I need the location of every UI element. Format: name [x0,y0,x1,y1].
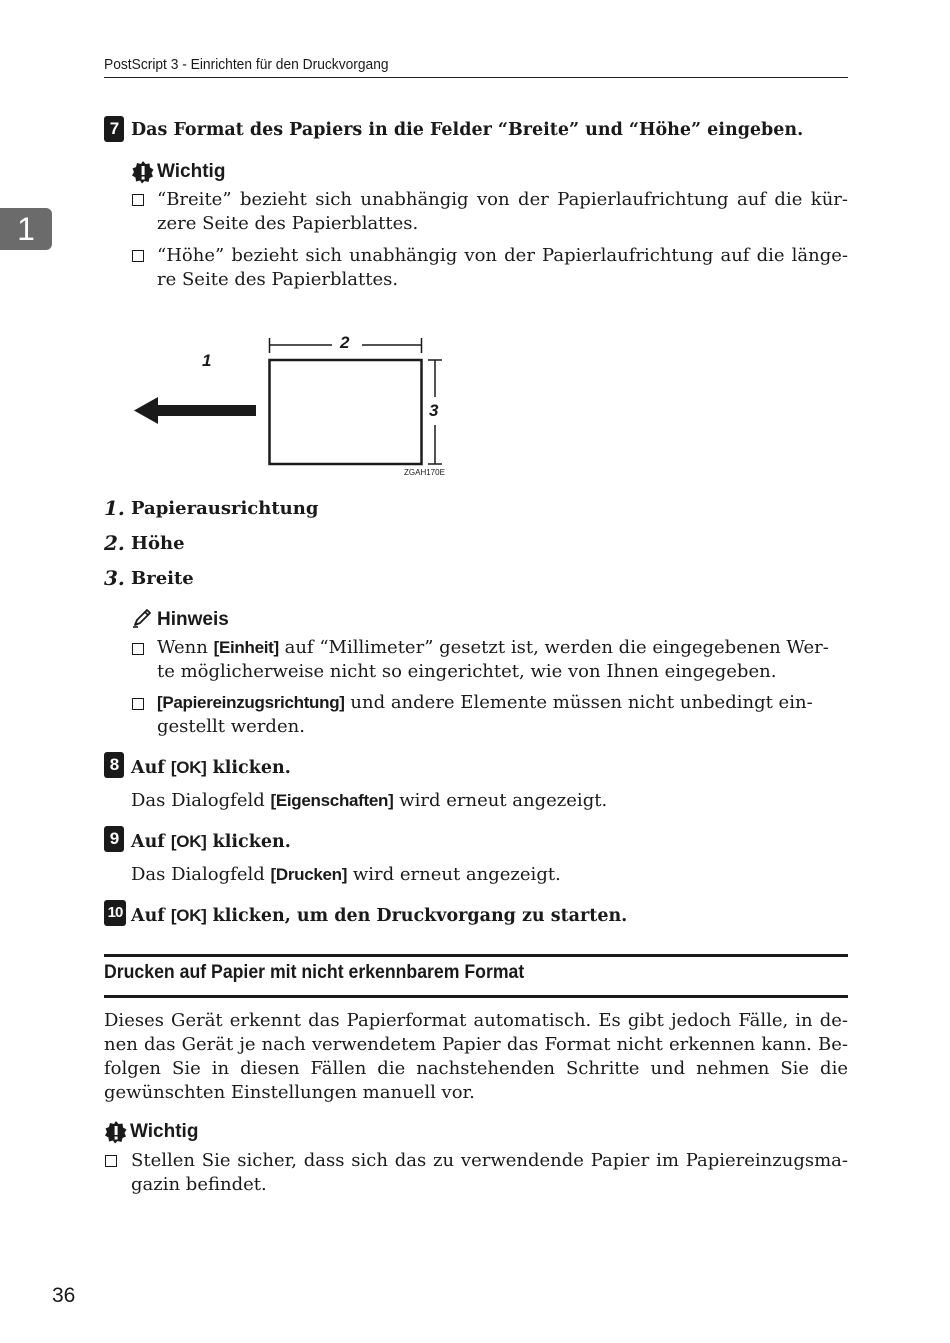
print-dialog-ref: [Drucken] [270,865,348,884]
step-7-title: Das Format des Papiers in die Felder “Breite” und “Höhe” eingeben. [131,120,804,140]
header-rule [104,77,848,78]
section-paragraph-line-2: nen das Gerät je nach verwendetem Papier das Format nicht erkennen kann. Be- [104,1034,848,1055]
note-item-1-post: auf “Millimeter” gesetzt ist, werden die eingegebenen Wer- [278,637,829,658]
step-9-desc-post: wird erneut angezeigt. [347,864,561,885]
important-2-item-line-2: gazin befindet. [131,1174,267,1195]
legend-number: 3. [104,566,125,590]
paper-feed-direction-ref: [Papiereinzugsrichtung] [157,693,345,712]
section-title: Drucken auf Papier mit nicht erkennbarem Format [104,962,525,983]
step-9-post: klicken. [206,832,291,852]
step-8-desc-pre: Das Dialogfeld [131,790,271,811]
step-10-title [131,906,627,926]
step-8-post: klicken. [206,758,291,778]
figure-callout-3: 3 [429,401,439,420]
step-8-desc-post: wird erneut angezeigt. [393,790,608,811]
step-8-badge: 8 [104,752,124,778]
step-8-description [131,789,607,813]
legend-number: 1. [104,496,125,520]
important-item-1-line-1: “Breite” bezieht sich unabhängig von der Papierlaufrichtung auf die kür- [157,189,848,210]
section-paragraph-line-3: folgen Sie in diesen Fällen die nachstehenden Schritte und nehmen Sie die [104,1058,848,1079]
legend-label: Höhe [131,533,185,554]
important-item-1-line-2: zere Seite des Papierblattes. [157,213,419,234]
section-paragraph-line-1: Dieses Gerät erkennt das Papierformat automatisch. Es gibt jedoch Fälle, in de- [104,1010,848,1031]
checkbox-icon [105,1155,117,1167]
important-icon [104,1120,128,1144]
step-8-pre: Auf [131,758,171,778]
step-9-pre: Auf [131,832,171,852]
unit-setting-ref: [Einheit] [213,638,279,657]
figure-callout-2: 2 [340,333,350,352]
paper-orientation-figure [120,325,460,485]
step-7-badge: 7 [104,116,124,142]
note-item-1-line-2: te möglicherweise nicht so eingerichtet, wie von Ihnen eingegeben. [157,661,777,682]
step-10-pre: Auf [131,906,171,926]
running-head: PostScript 3 - Einrichten für den Druckvorgang [104,56,389,73]
important-heading: Wichtig [157,161,226,182]
step-8-title [131,758,291,778]
ok-button-ref: [OK] [170,906,207,925]
important-icon [131,160,155,184]
checkbox-icon [132,194,144,206]
chapter-tab: 1 [0,208,52,250]
pencil-note-icon [131,607,153,629]
checkbox-icon [132,250,144,262]
legend-number: 2. [104,531,125,555]
important-heading: Wichtig [130,1121,199,1142]
important-2-item-line-1: Stellen Sie sicher, dass sich das zu verwendende Papier im Papiereinzugsma- [131,1150,848,1171]
note-heading: Hinweis [157,609,229,630]
important-item-2-line-2: re Seite des Papierblattes. [157,269,399,290]
legend-label: Papierausrichtung [131,498,319,519]
step-10-badge: 10 [104,900,126,926]
properties-dialog-ref: [Eigenschaften] [270,791,394,810]
note-item-2-line-2: gestellt werden. [157,716,305,737]
important-item-2-line-1: “Höhe” bezieht sich unabhängig von der Papierlaufrichtung auf die länge- [157,245,848,266]
section-top-rule [104,954,848,957]
step-9-title [131,832,291,852]
ok-button-ref: [OK] [170,832,207,851]
section-bottom-rule [104,995,848,998]
figure-code: ZGAH170E [404,468,445,477]
step-10-post: klicken, um den Druckvorgang zu starten. [206,906,628,926]
step-9-description [131,863,561,887]
page-number: 36 [52,1284,76,1307]
legend-label: Breite [131,568,194,589]
note-item-1-pre: Wenn [157,637,214,658]
note-item-2-post: und andere Elemente müssen nicht unbedingt ein- [344,692,813,713]
note-item-1-line-1 [157,636,848,660]
figure-callout-1: 1 [202,351,212,370]
ok-button-ref: [OK] [170,758,207,777]
section-paragraph-line-4: gewünschten Einstellungen manuell vor. [104,1082,475,1103]
note-item-2-line-1 [157,691,848,715]
checkbox-icon [132,698,144,710]
checkbox-icon [132,643,144,655]
step-9-badge: 9 [104,826,124,852]
step-9-desc-pre: Das Dialogfeld [131,864,271,885]
